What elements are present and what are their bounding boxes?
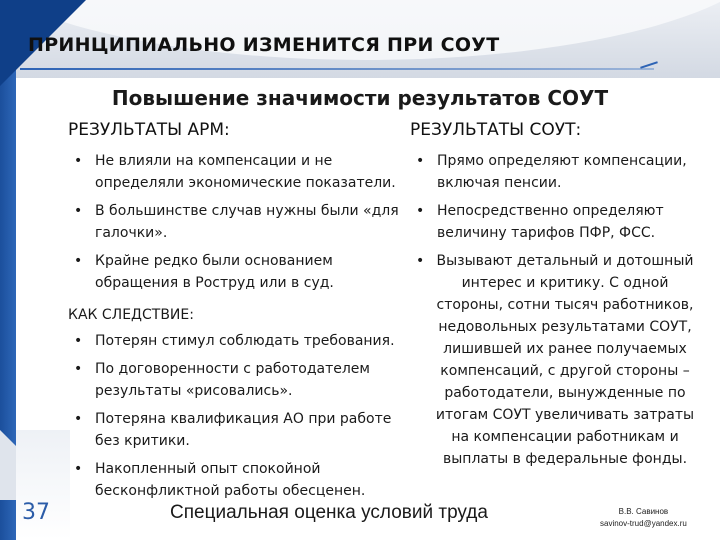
list-item: • Непосредственно определяют величину тарифов ПФР, ФСС. xyxy=(410,200,696,244)
list-item: • По договоренности с работодателем результаты «рисовались». xyxy=(68,358,408,402)
list-item: • Потеряна квалификация АО при работе без критики. xyxy=(68,408,408,452)
left-column xyxy=(68,150,408,508)
list-item: • Не влияли на компенсации и не определяли экономические показатели. xyxy=(68,150,408,194)
author-credit xyxy=(600,506,687,530)
list-item: • Крайне редко были основанием обращения в Роструд или в суд. xyxy=(68,250,408,294)
list-item: • В большинстве случав нужны были «для галочки». xyxy=(68,200,408,244)
header-divider xyxy=(20,68,654,70)
author-email: savinov-trud@yandex.ru xyxy=(600,519,687,528)
page-number: 37 xyxy=(22,500,50,525)
right-list xyxy=(410,150,696,470)
left-column-heading: РЕЗУЛЬТАТЫ АРМ: xyxy=(68,120,230,140)
right-column xyxy=(410,150,696,476)
left-list xyxy=(68,150,408,294)
list-item: • Накопленный опыт спокойной бесконфликтной работы обесценен. xyxy=(68,458,408,502)
list-item: • Прямо определяют компенсации, включая пенсии. xyxy=(410,150,696,194)
slide-title: ПРИНЦИПИАЛЬНО ИЗМЕНИТСЯ ПРИ СОУТ xyxy=(28,34,500,56)
right-column-heading: РЕЗУЛЬТАТЫ СОУТ: xyxy=(410,120,582,140)
consequence-label: КАК СЛЕДСТВИЕ: xyxy=(68,307,194,323)
list-item: • Вызывают детальный и дотошный интерес и критику. С одной стороны, сотни тысяч работников, недовольных результатами СОУТ, лишившей их ранее получаемых компенсаций, с другой стороны – работодатели, вынужденные по итогам СОУТ увеличивать затраты на компенсации работникам и выплаты в федеральные фонды. xyxy=(410,250,696,470)
footer-title: Специальная оценка условий труда xyxy=(170,502,488,523)
consequence-list xyxy=(68,330,408,502)
slide-subtitle: Повышение значимости результатов СОУТ xyxy=(111,86,609,110)
list-item: • Потерян стимул соблюдать требования. xyxy=(68,330,408,352)
author-name: В.В. Савинов xyxy=(618,507,669,516)
